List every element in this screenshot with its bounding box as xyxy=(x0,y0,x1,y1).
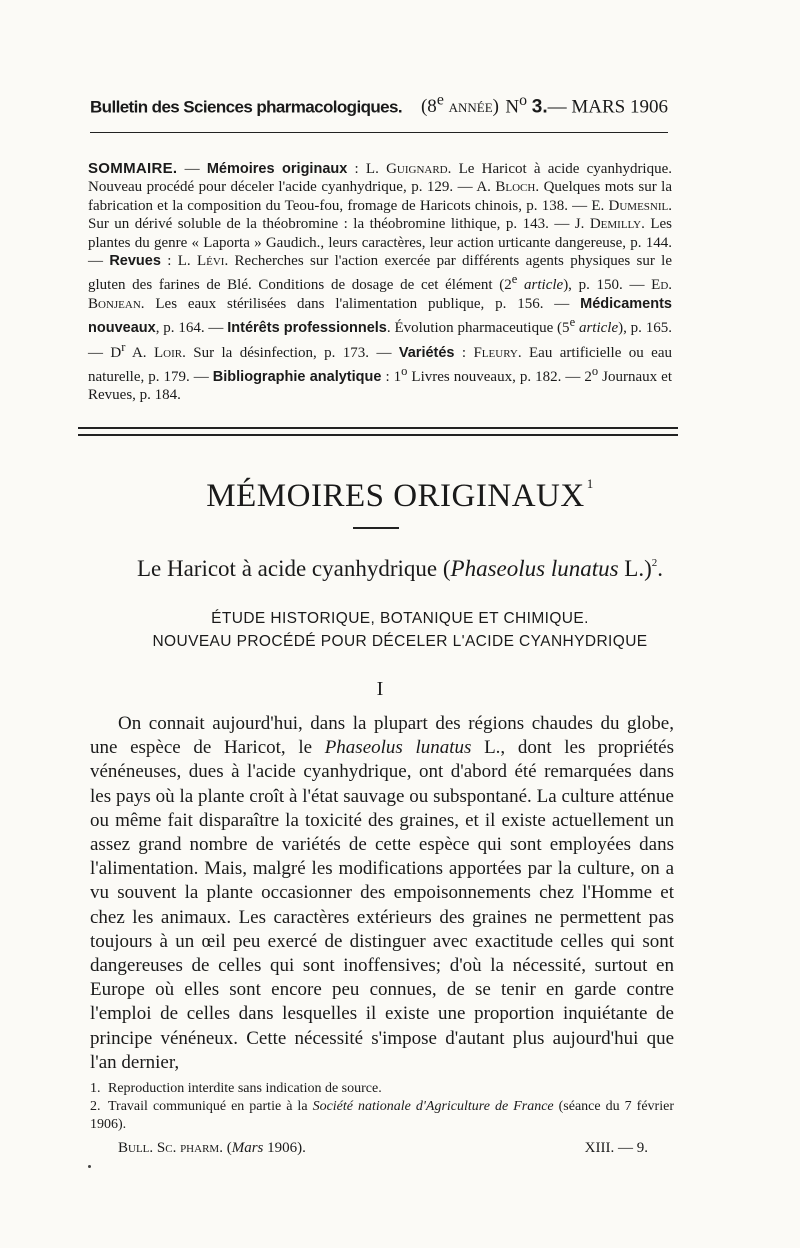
article-title: Le Haricot à acide cyanhydrique (Phaseolus lunatus L.)$^2$. xyxy=(136,556,664,581)
author-name: Lévi xyxy=(196,253,225,270)
volume-year: (8e année) xyxy=(420,92,499,118)
author-name: Demilly xyxy=(589,216,642,233)
author-name: Ed. Bonjean xyxy=(88,277,673,312)
summary-section-varietes: Variétés xyxy=(398,344,455,361)
summary-section-revues: Revues xyxy=(109,253,161,270)
sheet-signature: XIII. — 9. xyxy=(584,1140,648,1156)
footnote-1: 1. Reproduction interdite sans indication de source. xyxy=(90,1081,382,1096)
author-name: Dumesnil xyxy=(608,197,669,214)
summary-section-bibliographie: Bibliographie analytique xyxy=(212,369,382,386)
issue-number: $N^o$ 3.— MARS 1906 xyxy=(505,92,668,118)
article-subhead: NOUVEAU PROCÉDÉ POUR DÉCELER L'ACIDE CYANHYDRIQUE xyxy=(152,633,648,650)
running-header xyxy=(90,88,668,120)
author-name: Loir xyxy=(153,344,183,361)
summary-rule-top xyxy=(78,427,678,429)
ink-speck xyxy=(88,1165,91,1168)
summary-section-interets: Intérêts professionnels xyxy=(227,320,387,337)
footnote-ref: 1 xyxy=(586,476,594,491)
footnote-2: 2. Travail communiqué en partie à la Société nationale d'Agriculture de France (séance du 7 février 1906). xyxy=(90,1099,674,1132)
summary-section-medicaments: Médicaments nouveaux xyxy=(88,295,672,337)
summary-section-memoires: Mémoires originaux xyxy=(206,161,348,177)
title-rule xyxy=(353,527,399,529)
section-title: MÉMOIRES ORIGINAUX $^1$ xyxy=(206,476,594,514)
footnote-ref: 2 xyxy=(651,557,658,569)
author-name: Guignard xyxy=(386,161,448,177)
footnotes xyxy=(90,1080,674,1134)
article-subhead: ÉTUDE HISTORIQUE, BOTANIQUE ET CHIMIQUE. xyxy=(211,610,589,627)
summary-rule-bottom xyxy=(78,434,678,436)
summary-block: SOMMAIRE. — Mémoires originaux : L. Guignard. Le Haricot à acide cyanhydrique. Nouveau procédé pour déceler l'acide cyanhydrique, p. 129. — A. Bloch. Quelques mots sur la fabrication et la composition du Teou-fou, fromage de Haricots chinois, p. 138. — E. Dumesnil. Sur un dérivé soluble de la théobromine : la théobromine lithique, p. 143. — J. Demilly. Les plantes du genre « Laporta » Gaudich., leurs caractères, leur action urticante dangereuse, p. 144. — Revues : L. Lévi. Recherches sur l'action exercée par différents agents physiques sur le gluten des farines de Blé. Conditions de dosage de cet élément (2e article), p. 150. — Ed. Bonjean. Les eaux stérilisées dans l'alimentation publique, p. 156. — Médicaments nouveaux, p. 164. — Intérêts professionnels. Évolution pharmaceutique (5e article), p. 165. — $D^r$ A. Loir. Sur la désinfection, p. 173. — Variétés : Fleury. Eau artificielle ou eau naturelle, p. 179. — Bibliographie analytique : 1$^o$ Livres nouveaux, p. 182. — 2$^o$ Journaux et Revues, p. 184. xyxy=(88,160,673,404)
journal-name: Bulletin des Sciences pharmacologiques. xyxy=(90,97,402,117)
header-rule xyxy=(90,132,668,133)
part-number: I xyxy=(376,678,384,700)
summary-lead: SOMMAIRE. xyxy=(88,160,178,177)
signature-line: Bull. Sc. pharm. (Mars 1906). XIII. — 9. xyxy=(118,1140,648,1156)
author-name: Bloch xyxy=(495,179,536,196)
body-paragraph: On connait aujourd'hui, dans la plupart des régions chaudes du globe, une espèce de Haricot, le Phaseolus lunatus L., dont les propriétés vénéneuses, dues à l'acide cyanhydrique, ont d'abord été remarquées dans les pays où la plante croît à l'état sauvage ou subspontané. La culture atténue ou même fait disparaître la toxicité des graines, et il existe actuellement un assez grand nombre de variétés de cette espèce qui sont employées dans l'alimentation. Mais, malgré les modifications apportées par la culture, on a vu souvent la plante occasionner des empoisonnements chez l'Homme et chez les animaux. Les caractères extérieurs des graines ne permettent pas toujours à un œil peu exercé de distinguer avec exactitude celles qui sont dangereuses de celles qui sont inoffensives; d'où la nécessité, surtout en Europe où elles sont encore peu connues, de se tenir en garde contre l'emploi de celles dans lesquelles il existe une proportion inquiétante de principe vénéneux. Cette nécessité s'impose d'autant plus aujourd'hui que l'an dernier, xyxy=(90,713,674,1073)
author-name: Fleury xyxy=(473,344,518,361)
